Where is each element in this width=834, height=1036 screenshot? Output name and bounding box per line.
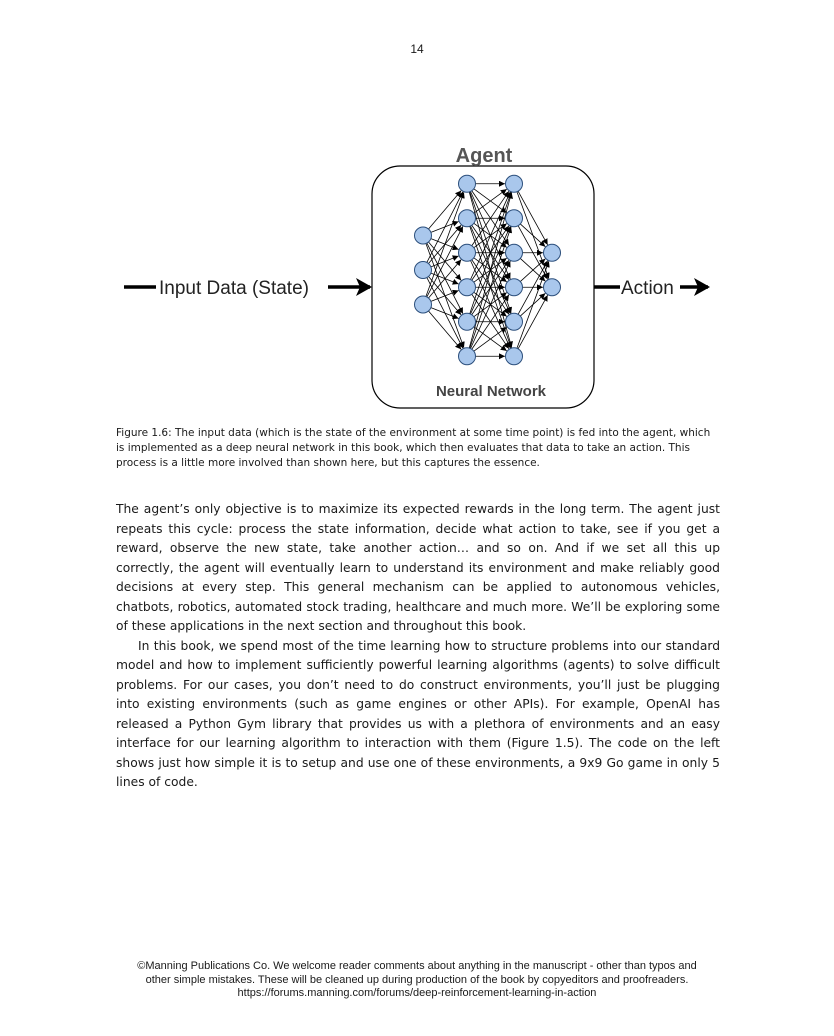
footer-forum-url[interactable]: https://forums.manning.com/forums/deep-reinforcement-learning-in-action [237,987,597,999]
footer-line-2: other simple mistakes. These will be cleaned up during production of the book by copyeditors and proofreaders. [145,973,689,986]
neuron-layer2-5 [506,348,523,365]
neuron-layer1-1 [459,210,476,227]
neuron-layer1-4 [459,313,476,330]
neuron-layer3-1 [544,279,561,296]
input-data-label: Input Data (State) [159,278,309,299]
figure-caption: Figure 1.6: The input data (which is the state of the environment at some time point) is fed into the agent, which is implemented as a deep neural network in this book, which then evaluates that data to take an action. This process is a little more involved than shown here, but this captures the essence. [116,427,711,469]
body-text [116,500,720,793]
neuron-layer1-0 [459,175,476,192]
neural-network-label: Neural Network [435,383,547,400]
neuron-layer0-1 [415,262,432,279]
neuron-layer2-3 [506,279,523,296]
neuron-layer2-0 [506,175,523,192]
neuron-layer2-1 [506,210,523,227]
neuron-layer0-0 [415,227,432,244]
page-number: 14 [410,42,424,56]
action-label: Action [621,278,674,299]
neuron-layer1-5 [459,348,476,365]
neuron-layer3-0 [544,244,561,261]
neuron-layer2-4 [506,313,523,330]
body-paragraph-1: The agent’s only objective is to maximize its expected rewards in the long term. The agent just repeats this cycle: process the state information, decide what action to take, see if you get a reward, observe the new state, take another action… and so on. And if we set all this up correctly, the agent will eventually learn to understand its environment and make reliably good decisions at every step. This general mechanism can be applied to autonomous vehicles, chatbots, robotics, automated stock trading, healthcare and much more. We’ll be exploring some of these applications in the next section and throughout this book. [116,502,720,633]
neuron-layer0-2 [415,296,432,313]
copyright-footer [100,960,734,1001]
neuron-layer1-3 [459,279,476,296]
neuron-layer2-2 [506,244,523,261]
footer-line-1: ©Manning Publications Co. We welcome reader comments about anything in the manuscript - other than typos and [137,960,697,972]
neuron-layer1-2 [459,244,476,261]
agent-diagram-figure [118,138,718,418]
agent-label: Agent [455,145,513,167]
body-paragraph-2: In this book, we spend most of the time learning how to structure problems into our standard model and how to implement sufficiently powerful learning algorithms (agents) to solve difficult problems. For our cases, you don’t need to do construct environments, you’ll just be plugging into existing environments (such as game engines or other APIs). For example, OpenAI has released a Python Gym library that provides us with a plethora of environments and an easy interface for our learning algorithm to interaction with them (Figure 1.5). The code on the left shows just how simple it is to setup and use one of these environments, a 9x9 Go game in only 5 lines of code. [116,638,720,789]
